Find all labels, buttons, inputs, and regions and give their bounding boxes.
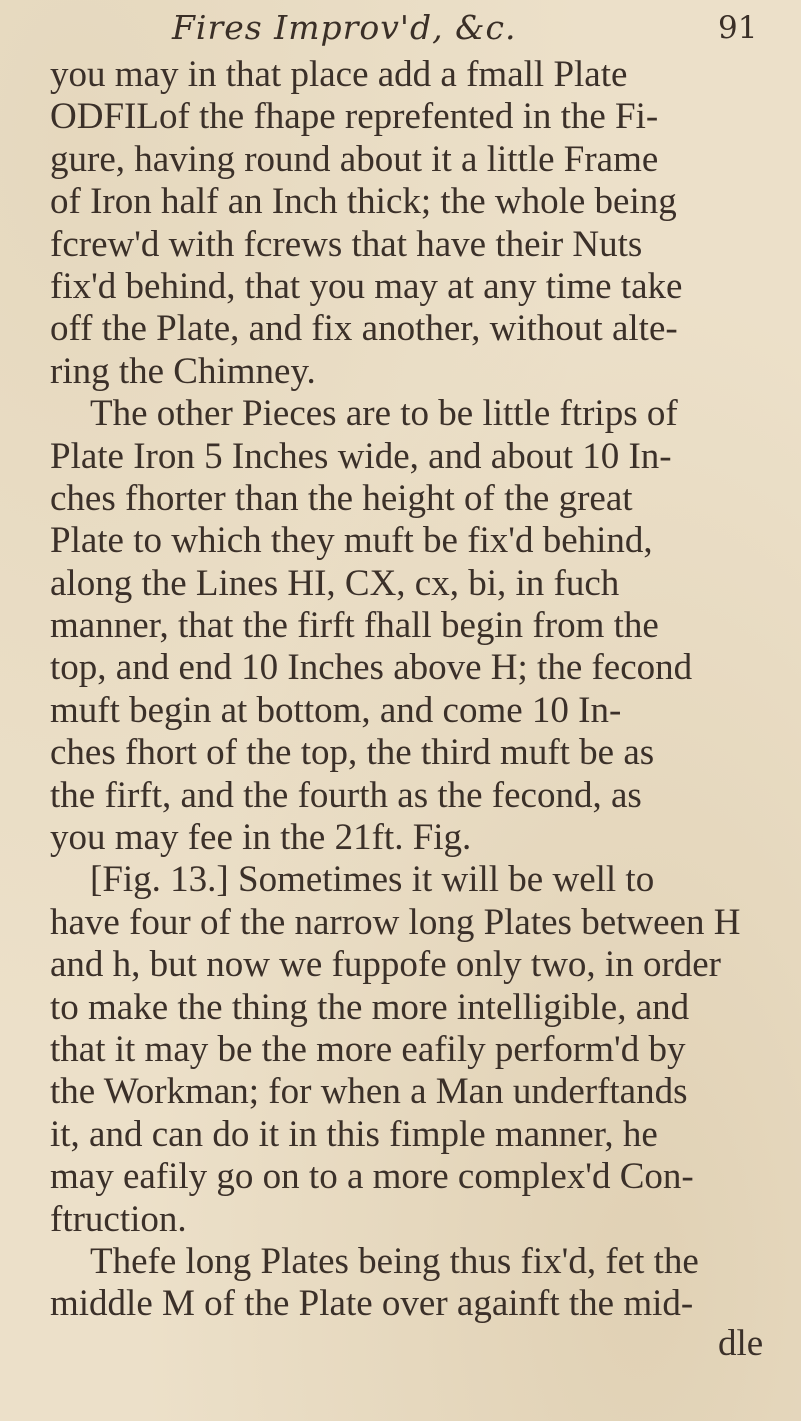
running-title: Fires Improv'd, &c. [172,8,517,47]
text-line: have four of the narrow long Plates between H [50,901,741,943]
text-line: that it may be the more eafily perform'd by [50,1028,686,1070]
text-line: Plate to which they muft be fix'd behind, [50,520,653,562]
paragraph-start-line: [Fig. 13.] Sometimes it will be well to [90,859,655,901]
catchword: dle [718,1323,764,1364]
text-line: top, and end 10 Inches above H; the fecond [50,647,693,689]
text-line: manner, that the firft fhall begin from the [50,605,659,647]
body-text [50,54,795,1326]
text-line: fix'd behind, that you may at any time take [50,265,683,307]
text-line: ODFILof the fhape reprefented in the Fi- [50,96,659,138]
text-line: may eafily go on to a more complex'd Con- [50,1156,694,1198]
text-line: the firft, and the fourth as the fecond, as [50,774,642,816]
text-line: and h, but now we fuppofe only two, in order [50,944,722,986]
text-line: it, and can do it in this fimple manner, he [50,1113,658,1155]
text-line: of Iron half an Inch thick; the whole being [50,181,677,223]
page-number: 91 [718,10,758,46]
text-line: off the Plate, and fix another, without alte- [50,308,678,350]
text-line: ches fhorter than the height of the great [50,477,633,519]
text-line: along the Lines HI, CX, cx, bi, in fuch [50,562,620,604]
text-line: ftruction. [50,1198,187,1240]
text-line: gure, having round about it a little Frame [50,138,659,180]
text-line: you may fee in the 21ft. Fig. [50,817,472,859]
text-line: to make the thing the more intelligible, and [50,986,690,1028]
text-line: muft begin at bottom, and come 10 In- [50,689,622,731]
text-line: ring the Chimney. [50,350,316,392]
text-line: Plate Iron 5 Inches wide, and about 10 In- [50,435,672,477]
text-line: middle M of the Plate over againft the mid- [50,1283,694,1325]
paragraph-start-line: The other Pieces are to be little ftrips of [90,393,678,435]
running-head [172,8,712,48]
text-line: the Workman; for when a Man underftands [50,1071,688,1113]
text-line: fcrew'd with fcrews that have their Nuts [50,223,643,265]
text-line: you may in that place add a fmall Plate [50,54,628,95]
text-line: ches fhort of the top, the third muft be as [50,732,655,774]
paragraph-start-line: Thefe long Plates being thus fix'd, fet the [90,1240,699,1282]
